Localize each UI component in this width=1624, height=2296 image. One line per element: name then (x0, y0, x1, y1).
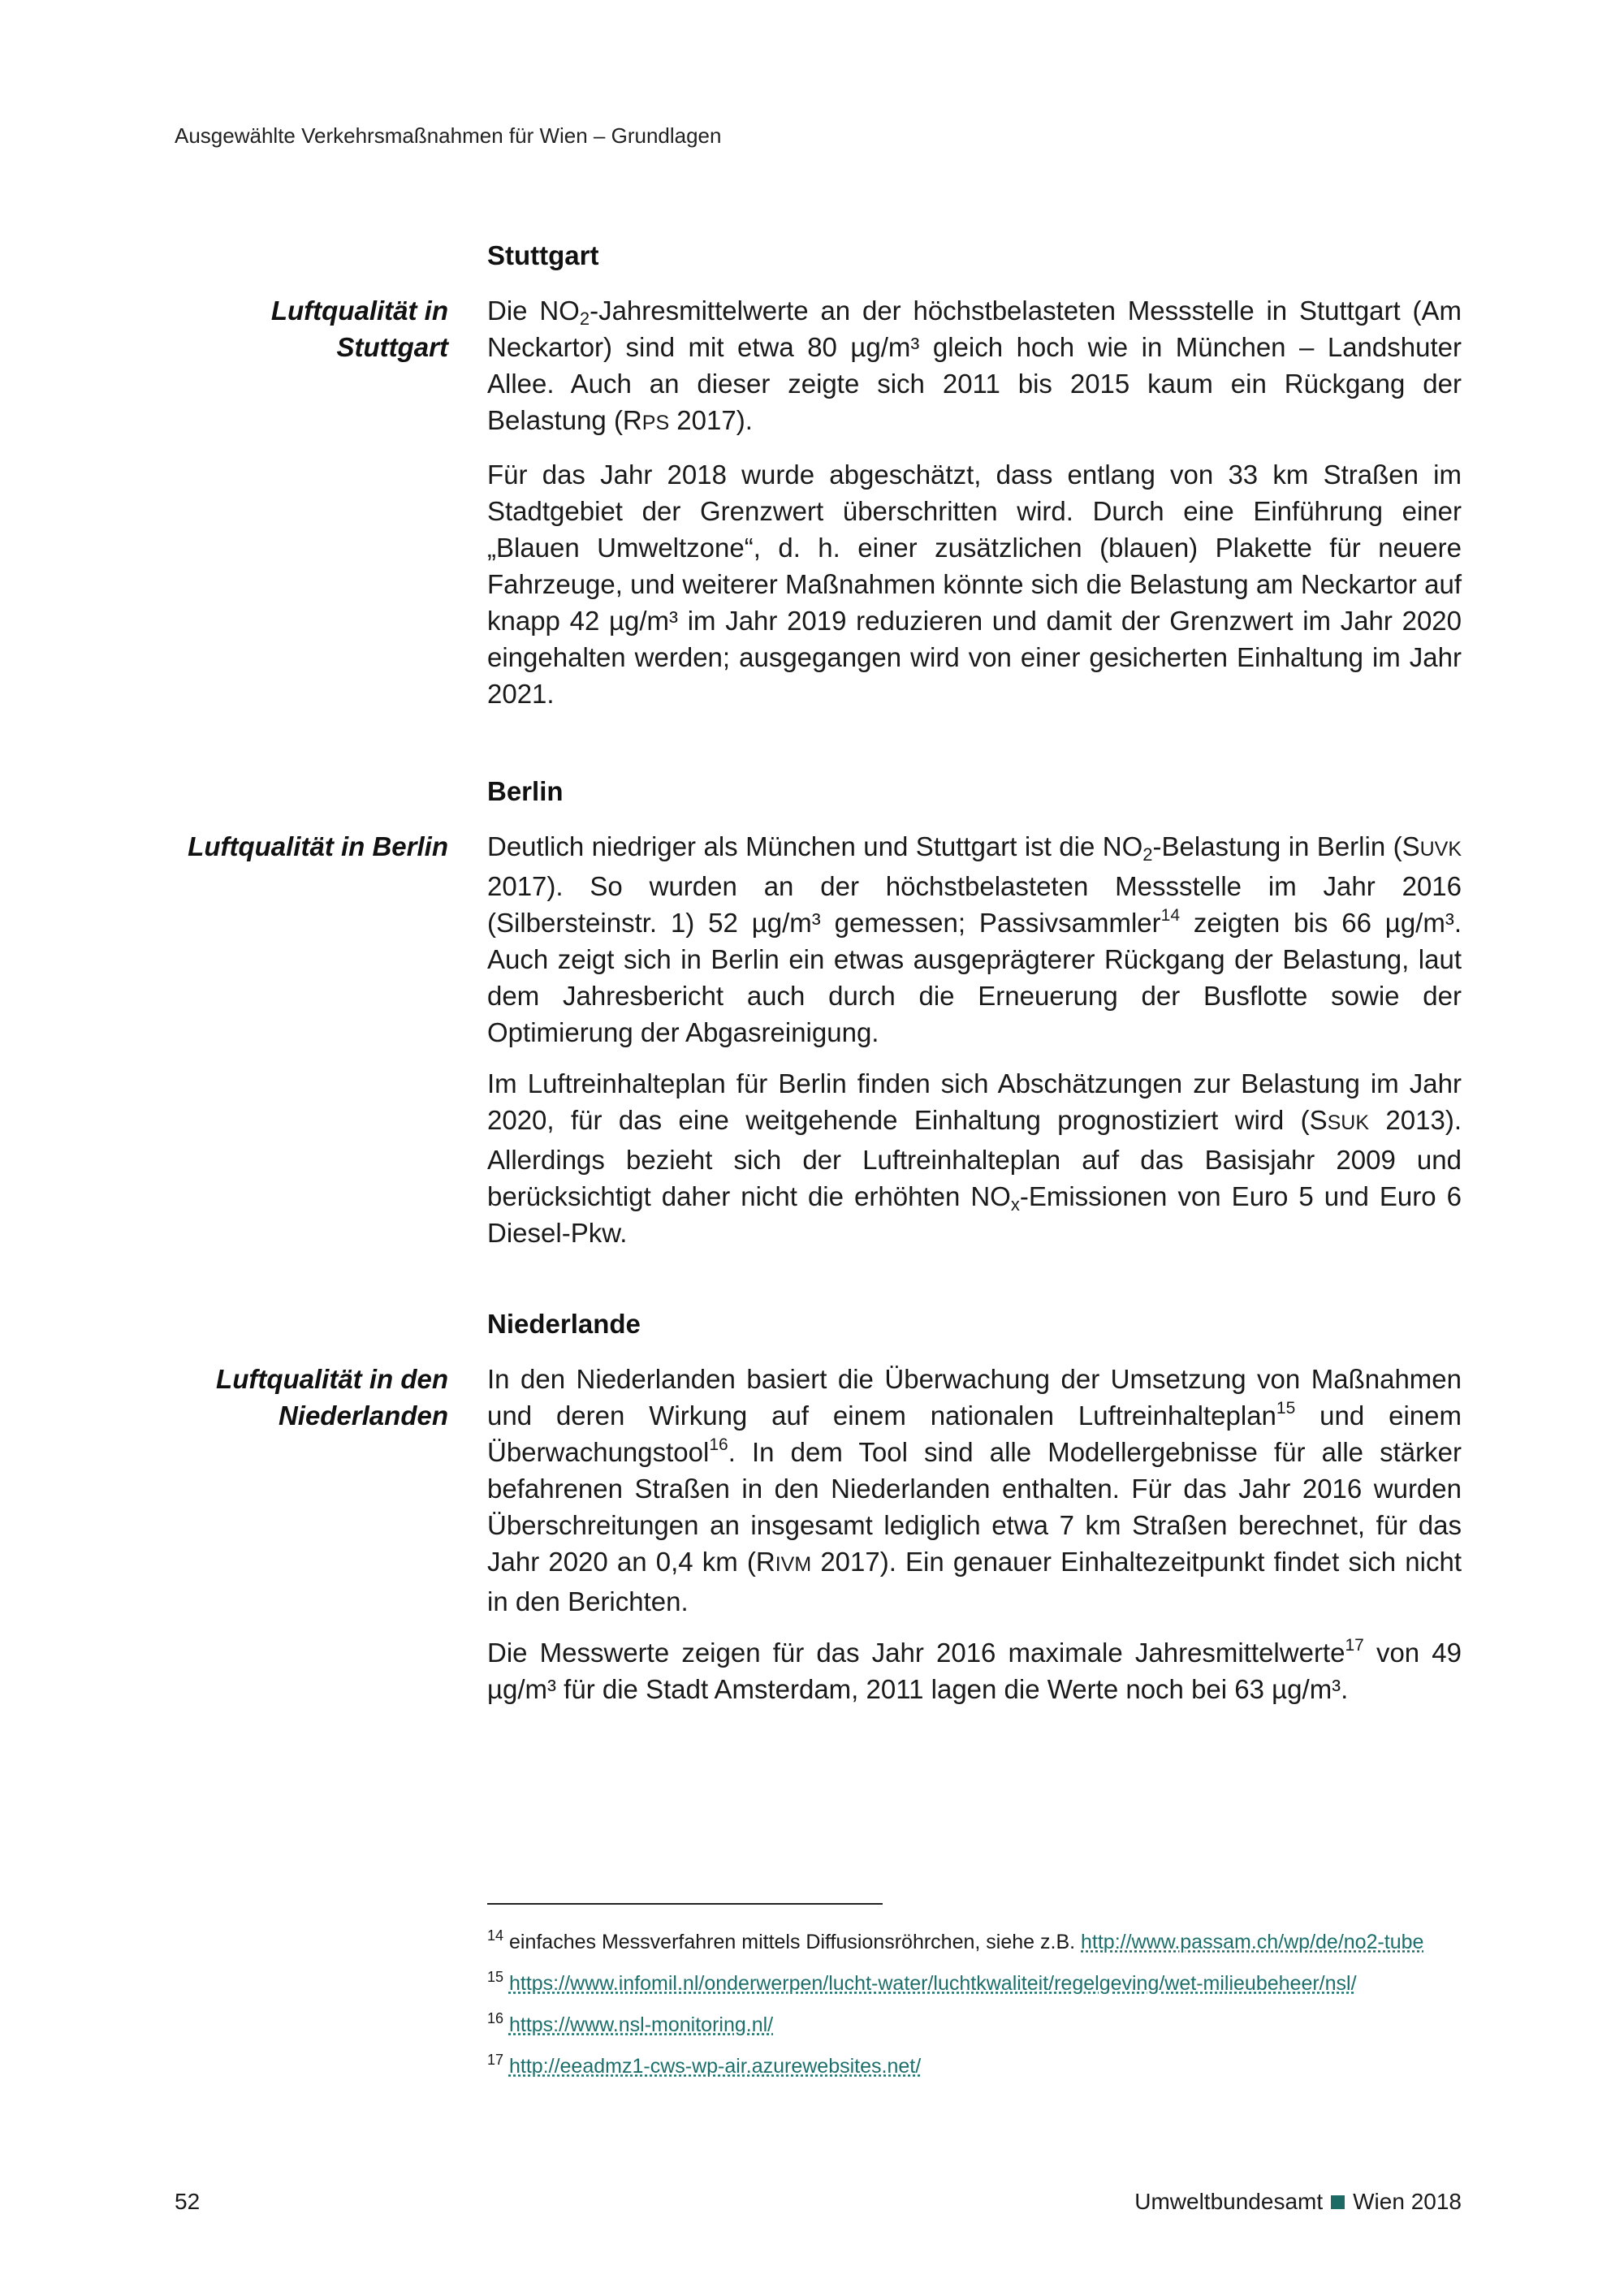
body-stuttgart (487, 292, 1462, 727)
running-header: Ausgewählte Verkehrsmaßnahmen für Wien – Grundlagen (175, 123, 722, 148)
footnotes (487, 1927, 1462, 2093)
body-niederlande (487, 1361, 1462, 1722)
paragraph: Deutlich niedriger als München und Stuttgart ist die $NO_2$-Belastung in Berlin (SUVK 2017). So wurden an der höchstbelasteten Messstelle im Jahr 2016 (Silbersteinstr. 1) 52 µg/m³ gemessen; Passivsammler$^{14}$ zeigten bis 66 µg/m³. Auch zeigt sich in Berlin ein etwas ausgeprägterer Rückgang der Belastung, laut dem Jahresbericht auch durch die Erneuerung der Busflotte sowie der Optimierung der Abgasreinigung. (487, 831, 1462, 1047)
margin-note-berlin: Luftqualität in Berlin (188, 831, 448, 861)
footnote-16: $^{16}$ https://www.nsl-monitoring.nl/ (487, 2010, 774, 2036)
paragraph: Für das Jahr 2018 wurde abgeschätzt, dass entlang von 33 km Straßen im Stadtgebiet der Grenzwert überschritten wird. Durch eine Einführung einer „Blauen Umweltzone“, d. h. einer zusätzlichen (blauen) Plakette für neuere Fahrzeuge, und weiterer Maßnahmen könnte sich die Belastung am Neckartor auf knapp 42 µg/m³ im Jahr 2019 reduzieren und damit der Grenzwert im Jahr 2020 eingehalten werden; ausgegangen wird von einer gesicherten Einhaltung im Jahr 2021. (487, 460, 1462, 709)
footnote-ref[interactable]: 16 (709, 1435, 728, 1454)
paragraph: Im Luftreinhalteplan für Berlin finden sich Abschätzungen zur Belastung im Jahr 2020, für das eine weitgehende Einhaltung prognostiziert wird (SSUK 2013). Allerdings bezieht sich der Luftreinhalteplan auf das Basisjahr 2009 und berücksichtigt daher nicht die erhöhten $NO_x$-Emissionen von Euro 5 und Euro 6 Diesel-Pkw. (487, 1068, 1462, 1248)
footnote-link[interactable]: http://www.passam.ch/wp/de/no2-tube (1081, 1931, 1424, 1953)
footnote-separator (487, 1903, 883, 1905)
footnote-17: $^{17}$ http://eeadmz1-cws-wp-air.azurewebsites.net/ (487, 2052, 922, 2078)
paragraph: In den Niederlanden basiert die Überwachung der Umsetzung von Maßnahmen und deren Wirkung auf einem nationalen Luftreinhalteplan$^{15}$ und einem Überwachungstool$^{16}$. In dem Tool sind alle Modellergebnisse für alle stärker befahrenen Straßen in den Niederlanden enthalten. Für das Jahr 2016 wurden Überschreitungen an insgesamt lediglich etwa 7 km Straßen berechnet, für das Jahr 2020 an 0,4 km (RIVM 2017). Ein genauer Einhaltezeitpunkt findet sich nicht in den Berichten. (487, 1364, 1462, 1616)
margin-note-line: Niederlanden (278, 1400, 448, 1431)
footnote-ref[interactable]: 15 (1276, 1399, 1296, 1418)
margin-note-line: Luftqualität in den (216, 1364, 448, 1394)
footnote-link[interactable]: http://eeadmz1-cws-wp-air.azurewebsites.net/ (508, 2055, 922, 2078)
footnote-14: $^{14}$ einfaches Messverfahren mittels Diffusionsröhrchen, siehe z.B. http://www.passam.ch/wp/de/no2-tube (487, 1927, 1424, 1953)
footnote-ref[interactable]: 17 (1345, 1636, 1364, 1655)
body-berlin (487, 828, 1462, 1266)
footnote-15: $^{15}$ https://www.infomil.nl/onderwerpen/lucht-water/luchtkwaliteit/regelgeving/wet-milieubeheer/nsl/ (487, 1969, 1357, 1995)
section-heading-stuttgart: Stuttgart (487, 240, 599, 270)
footer-publisher (1134, 2189, 1462, 2215)
margin-note-line: Luftqualität in (270, 296, 448, 326)
section-heading-niederlande: Niederlande (487, 1309, 641, 1339)
section-heading-berlin: Berlin (487, 776, 564, 806)
footnote-link[interactable]: https://www.nsl-monitoring.nl/ (508, 2013, 774, 2036)
paragraph: Die $NO_2$-Jahresmittelwerte an der höchstbelasteten Messstelle in Stuttgart (Am Neckartor) sind mit etwa 80 µg/m³ gleich hoch wie in München – Landshuter Allee. Auch an dieser zeigte sich 2011 bis 2015 kaum ein Rückgang der Belastung (RPS 2017). (487, 296, 1462, 435)
footnote-link[interactable]: https://www.infomil.nl/onderwerpen/lucht-water/luchtkwaliteit/regelgeving/wet-milieubeheer/nsl/ (508, 1972, 1357, 1995)
paragraph: Die Messwerte zeigen für das Jahr 2016 maximale Jahresmittelwerte$^{17}$ von 49 µg/m³ für die Stadt Amsterdam, 2011 lagen die Werte noch bei 63 µg/m³. (487, 1636, 1462, 1704)
edition: Wien 2018 (1353, 2189, 1462, 2214)
margin-note-stuttgart (123, 292, 448, 365)
margin-note-line: Stuttgart (336, 332, 448, 362)
page-number: 52 (175, 2189, 201, 2214)
margin-note-niederlande (123, 1361, 448, 1434)
publisher-name: Umweltbundesamt (1134, 2189, 1324, 2214)
square-bullet-icon (1331, 2195, 1345, 2209)
footnote-ref[interactable]: 14 (1160, 906, 1180, 925)
